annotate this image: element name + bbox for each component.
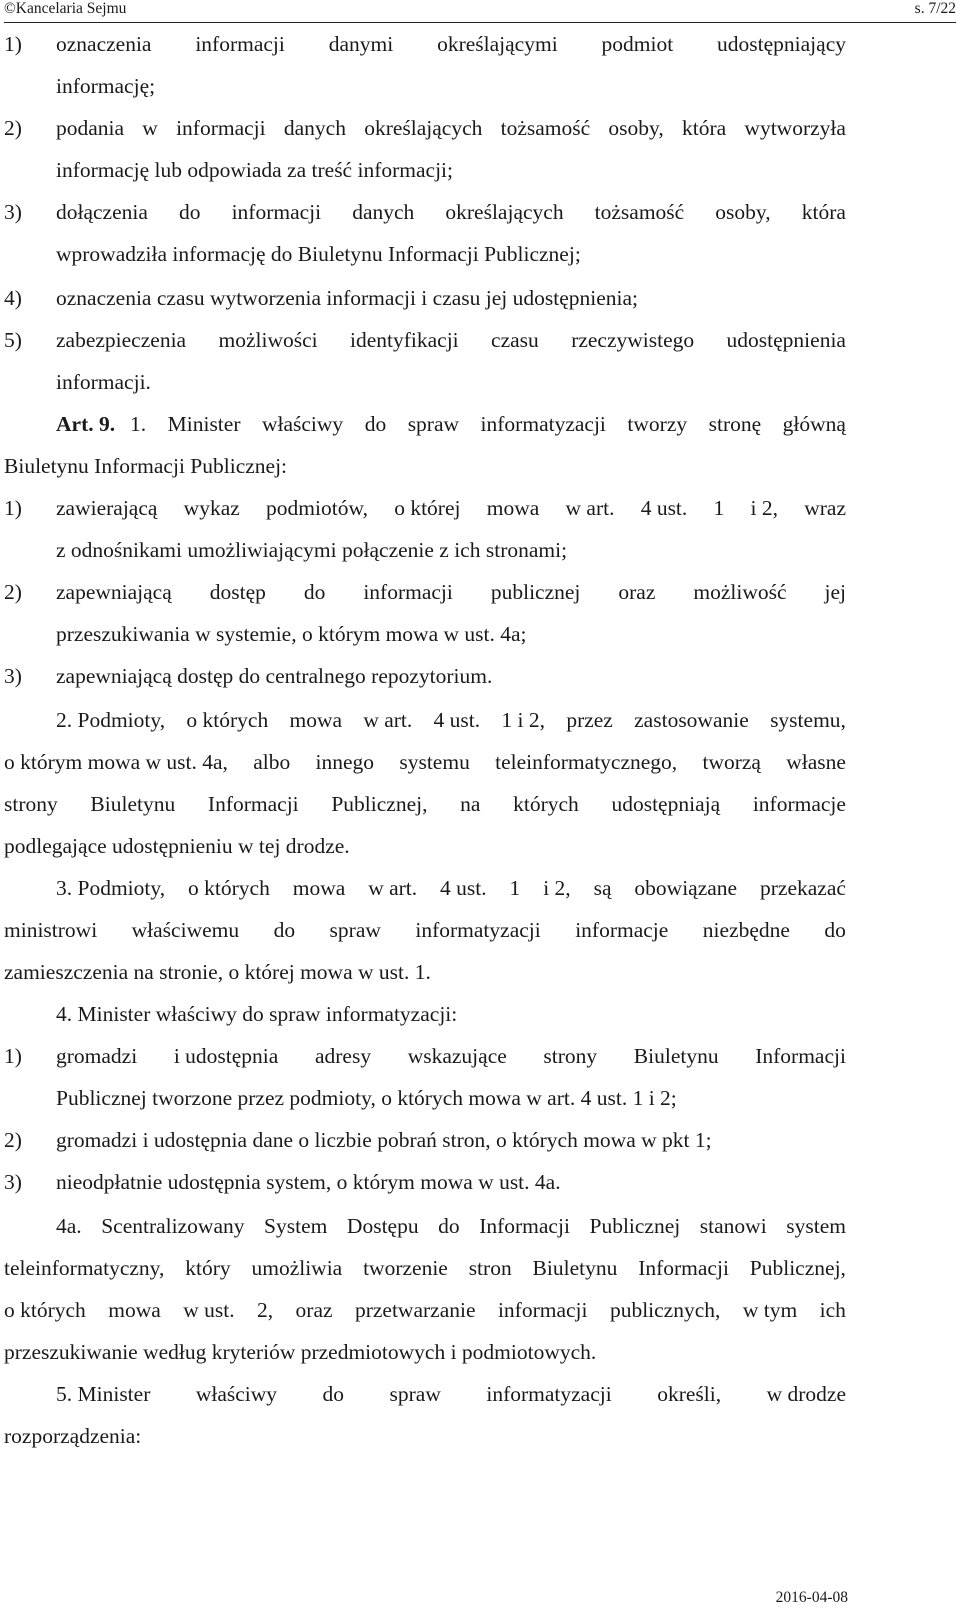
- word: Informacji: [755, 1044, 846, 1068]
- word: Biuletynu: [90, 792, 176, 816]
- word: do: [303, 580, 326, 604]
- item-number: 2): [4, 1128, 22, 1152]
- word: o których: [188, 876, 270, 900]
- word: 2,: [257, 1298, 274, 1322]
- word: mowa: [486, 496, 540, 520]
- item-text: informacji.: [56, 370, 151, 394]
- item-number: 3): [4, 1170, 22, 1194]
- word: 1: [713, 496, 725, 520]
- item-number: 4): [4, 286, 22, 310]
- word: danych: [352, 200, 415, 224]
- paragraph-text: Biuletynu Informacji Publicznej:: [4, 454, 288, 478]
- word: przekazać: [760, 876, 846, 900]
- word: stronę: [708, 412, 762, 436]
- item-number: 2): [4, 116, 22, 140]
- paragraph-text: [56, 1380, 846, 1408]
- word: spraw: [407, 412, 460, 436]
- word: udostępnienia: [726, 328, 846, 352]
- page-number: s. 7/22: [914, 0, 956, 17]
- word: osoby,: [715, 200, 771, 224]
- word: do: [824, 918, 846, 942]
- word: spraw: [329, 918, 381, 942]
- paragraph-text: przeszukiwanie według kryteriów przedmiotowych i podmiotowych.: [4, 1340, 597, 1364]
- paragraph-text: 4. Minister właściwy do spraw informatyzacji:: [56, 1002, 458, 1026]
- page-header: [4, 0, 956, 23]
- word: są: [593, 876, 612, 900]
- word: strony: [4, 792, 58, 816]
- item-text: przeszukiwania w systemie, o którym mowa w ust. 4a;: [56, 622, 527, 646]
- word: strony: [543, 1044, 598, 1068]
- item-text: [56, 494, 846, 522]
- word: systemu,: [770, 708, 846, 732]
- word: i udostępnia: [173, 1044, 279, 1068]
- word: mowa: [289, 708, 343, 732]
- word: system: [786, 1214, 846, 1238]
- item-text: wprowadziła informację do Biuletynu Informacji Publicznej;: [56, 242, 581, 266]
- word: Informacji: [638, 1256, 729, 1280]
- word: 5. Minister: [56, 1382, 151, 1406]
- word: o których: [4, 1298, 86, 1322]
- word: określających: [364, 116, 483, 140]
- word: oraz: [618, 580, 656, 604]
- word: właściwy: [261, 412, 344, 436]
- paragraph-text: podlegające udostępnieniu w tej drodze.: [4, 834, 350, 858]
- word: danych: [283, 116, 346, 140]
- word: w art.: [363, 708, 413, 732]
- item-number: 1): [4, 1044, 22, 1068]
- word: mowa: [108, 1298, 161, 1322]
- word: System: [264, 1214, 328, 1238]
- word: informatyzacji: [415, 918, 541, 942]
- paragraph-text: rozporządzenia:: [4, 1424, 142, 1448]
- word: umożliwia: [251, 1256, 343, 1280]
- copyright-notice: ©Kancelaria Sejmu: [4, 0, 127, 17]
- word: albo: [253, 750, 291, 774]
- item-text: [56, 578, 846, 606]
- word: który: [185, 1256, 231, 1280]
- word: osoby,: [608, 116, 664, 140]
- item-number: 3): [4, 200, 22, 224]
- word: w art.: [368, 876, 418, 900]
- word: informatyzacji: [486, 1382, 612, 1406]
- paragraph-text: zamieszczenia na stronie, o której mowa w ust. 1.: [4, 960, 431, 984]
- word: określającymi: [437, 32, 558, 56]
- word: właściwy: [195, 1382, 278, 1406]
- word: Publicznej: [589, 1214, 681, 1238]
- word: niezbędne: [702, 918, 790, 942]
- word: obowiązane: [634, 876, 738, 900]
- word: tworzy: [627, 412, 688, 436]
- word: 3. Podmioty,: [56, 876, 166, 900]
- word: Dostępu: [346, 1214, 419, 1238]
- word: informacji: [195, 32, 285, 56]
- word: 4 ust.: [433, 708, 481, 732]
- word: stron: [468, 1256, 512, 1280]
- paragraph-text: [56, 874, 846, 902]
- word: 4 ust.: [440, 876, 487, 900]
- word: teleinformatycznego,: [495, 750, 678, 774]
- word: Biuletynu: [633, 1044, 719, 1068]
- word: możliwość: [693, 580, 787, 604]
- word: właściwemu: [131, 918, 240, 942]
- word: do: [438, 1214, 460, 1238]
- word: tworzenie: [363, 1256, 448, 1280]
- word: ministrowi: [4, 918, 98, 942]
- word: wraz: [804, 496, 846, 520]
- word: dostęp: [209, 580, 266, 604]
- word: gromadzi: [56, 1044, 138, 1068]
- word: zastosowanie: [634, 708, 749, 732]
- word: udostępniają: [611, 792, 721, 816]
- word: informacji: [497, 1298, 588, 1322]
- item-number: 1): [4, 32, 22, 56]
- word: stanowi: [699, 1214, 767, 1238]
- word: do: [179, 200, 201, 224]
- word: tożsamość: [594, 200, 685, 224]
- word: w tym: [742, 1298, 798, 1322]
- word: i 2,: [750, 496, 778, 520]
- paragraph-text: [56, 706, 846, 734]
- word: tworzą: [702, 750, 761, 774]
- item-number: 3): [4, 664, 22, 688]
- word: o której: [394, 496, 461, 520]
- word: o którym mowa w ust. 4a,: [4, 750, 228, 774]
- word: identyfikacji: [350, 328, 459, 352]
- word: Informacji: [207, 792, 299, 816]
- paragraph-text: [4, 790, 846, 818]
- word: mowa: [292, 876, 346, 900]
- word: w drodze: [766, 1382, 846, 1406]
- word: do: [364, 412, 387, 436]
- item-text: informację;: [56, 74, 156, 98]
- word: informacje: [752, 792, 846, 816]
- word: publicznej: [490, 580, 581, 604]
- word: adresy: [314, 1044, 372, 1068]
- word: podmiotów,: [266, 496, 368, 520]
- word: która: [801, 200, 846, 224]
- word: w art.: [565, 496, 615, 520]
- word: informacji: [363, 580, 453, 604]
- item-text: gromadzi i udostępnia dane o liczbie pobrań stron, o których mowa w pkt 1;: [56, 1128, 712, 1152]
- item-text: z odnośnikami umożliwiającymi połączenie z ich stronami;: [56, 538, 568, 562]
- word: na: [460, 792, 481, 816]
- word: udostępniający: [717, 32, 846, 56]
- word: dołączenia: [56, 200, 148, 224]
- paragraph-text: [4, 1296, 846, 1324]
- word: 1 i 2,: [501, 708, 546, 732]
- word: informacji: [176, 116, 266, 140]
- word: 2. Podmioty,: [56, 708, 166, 732]
- word: przez: [566, 708, 613, 732]
- word: zapewniającą: [56, 580, 172, 604]
- word: własne: [786, 750, 846, 774]
- item-text: nieodpłatnie udostępnia system, o którym mowa w ust. 4a.: [56, 1170, 561, 1194]
- word: informacje: [575, 918, 669, 942]
- word: w ust.: [183, 1298, 235, 1322]
- word: oraz: [295, 1298, 333, 1322]
- item-text: [56, 114, 846, 142]
- word: określi,: [657, 1382, 722, 1406]
- word: Publicznej,: [749, 1256, 846, 1280]
- paragraph-text: [4, 916, 846, 944]
- word: wykaz: [183, 496, 240, 520]
- word: możliwości: [218, 328, 318, 352]
- paragraph-text: [130, 410, 846, 438]
- word: 4a.: [56, 1214, 82, 1238]
- item-text: Publicznej tworzone przez podmioty, o których mowa w art. 4 ust. 1 i 2;: [56, 1086, 677, 1110]
- word: do: [273, 918, 296, 942]
- item-text: zapewniającą dostęp do centralnego repozytorium.: [56, 664, 493, 688]
- word: 1: [509, 876, 521, 900]
- word: zawierającą: [56, 496, 158, 520]
- word: główną: [782, 412, 846, 436]
- item-text: oznaczenia czasu wytworzenia informacji i czasu jej udostępnienia;: [56, 286, 639, 310]
- word: wskazujące: [407, 1044, 507, 1068]
- word: do: [322, 1382, 345, 1406]
- word: o których: [186, 708, 269, 732]
- word: Minister: [167, 412, 241, 436]
- item-number: 5): [4, 328, 22, 352]
- word: teleinformatyczny,: [4, 1256, 165, 1280]
- word: informacji: [231, 200, 322, 224]
- item-number: 2): [4, 580, 22, 604]
- word: przetwarzanie: [354, 1298, 476, 1322]
- word: ich: [819, 1298, 846, 1322]
- word: Publicznej,: [331, 792, 428, 816]
- item-text: [56, 326, 846, 354]
- word: spraw: [389, 1382, 441, 1406]
- word: podmiot: [601, 32, 674, 56]
- word: innego: [315, 750, 375, 774]
- item-text: [56, 30, 846, 58]
- item-text: informację lub odpowiada za treść informacji;: [56, 158, 453, 182]
- document-date: 2016-04-08: [775, 1589, 848, 1606]
- paragraph-text: [56, 1212, 846, 1240]
- word: określających: [445, 200, 564, 224]
- word: rzeczywistego: [571, 328, 695, 352]
- word: czasu: [491, 328, 539, 352]
- item-text: [56, 1042, 846, 1070]
- word: Informacji: [479, 1214, 570, 1238]
- word: tożsamość: [500, 116, 591, 140]
- word: oznaczenia: [56, 32, 152, 56]
- word: Biuletynu: [532, 1256, 618, 1280]
- word: i 2,: [543, 876, 571, 900]
- word: w: [142, 116, 158, 140]
- word: których: [513, 792, 579, 816]
- word: informatyzacji: [480, 412, 606, 436]
- item-text: [56, 198, 846, 226]
- word: systemu: [399, 750, 470, 774]
- word: 1.: [130, 412, 147, 436]
- word: danymi: [328, 32, 394, 56]
- paragraph-text: [4, 748, 846, 776]
- paragraph-text: [4, 1254, 846, 1282]
- word: publicznych,: [609, 1298, 721, 1322]
- word: 4 ust.: [640, 496, 688, 520]
- word: Scentralizowany: [101, 1214, 245, 1238]
- article-label: Art. 9.: [56, 412, 116, 436]
- item-number: 1): [4, 496, 22, 520]
- word: jej: [824, 580, 846, 604]
- word: wytworzyła: [744, 116, 846, 140]
- word: zabezpieczenia: [56, 328, 187, 352]
- word: która: [682, 116, 727, 140]
- word: podania: [56, 116, 125, 140]
